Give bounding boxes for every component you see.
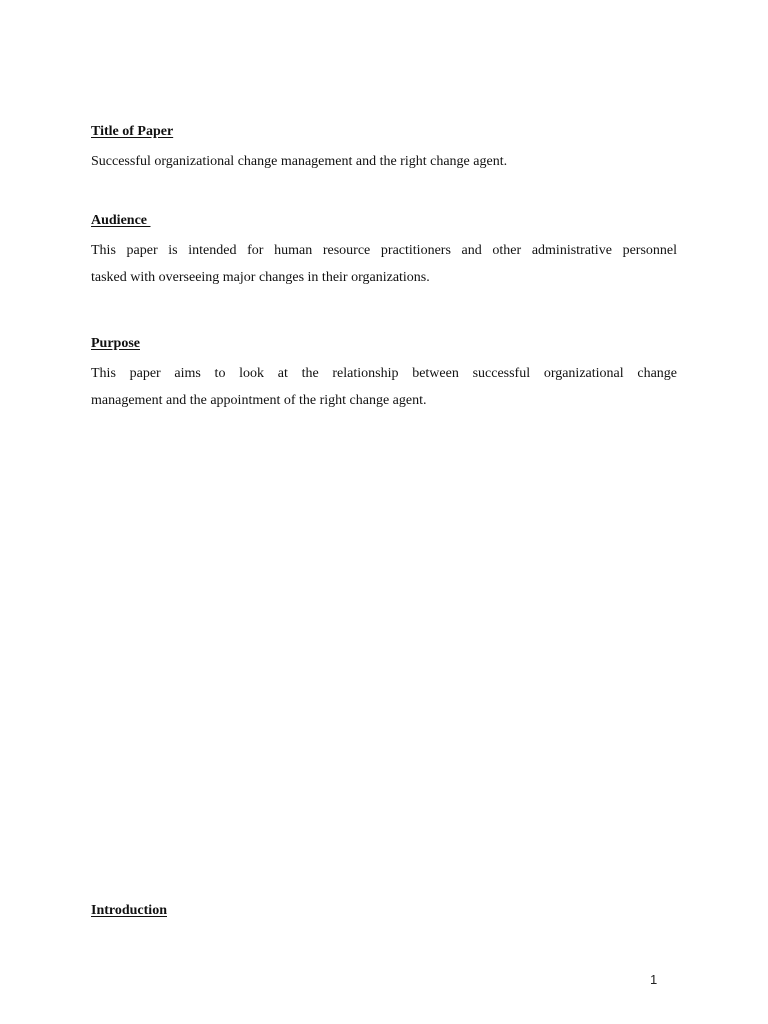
- audience-heading: Audience: [91, 213, 151, 228]
- purpose-line-2: management and the appointment of the right change agent.: [91, 393, 427, 408]
- audience-line-1: This paper is intended for human resource practitioners and other administrative personnel: [91, 243, 677, 258]
- purpose-line-1: This paper aims to look at the relationship between successful organizational change: [91, 366, 677, 381]
- title-of-paper-heading: Title of Paper: [91, 124, 174, 139]
- introduction-heading: Introduction: [91, 903, 167, 918]
- purpose-heading: Purpose: [91, 336, 140, 351]
- audience-paragraph: [91, 237, 677, 291]
- audience-line-2: tasked with overseeing major changes in their organizations.: [91, 270, 430, 285]
- purpose-paragraph: [91, 360, 677, 414]
- page-number: 1: [650, 972, 658, 987]
- title-of-paper-text: Successful organizational change management and the right change agent.: [91, 154, 508, 169]
